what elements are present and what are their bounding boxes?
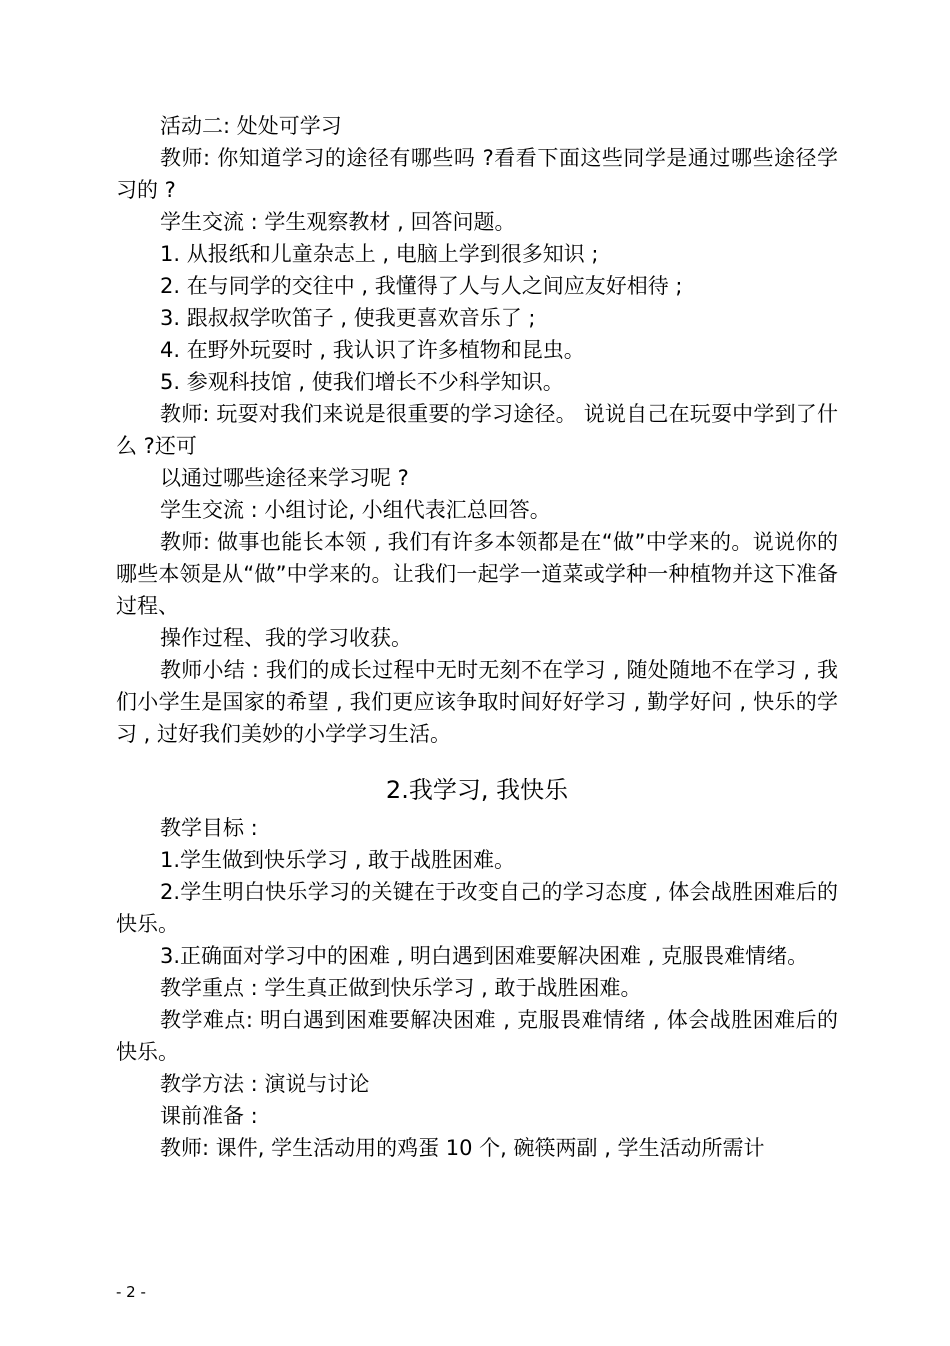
list-item: 1. 从报纸和儿童杂志上 , 电脑上学到很多知识 ; (160, 242, 599, 266)
paragraph: 教师小结 : 我们的成长过程中无时无刻不在学习 , 随处随地不在学习 , 我们小学生是国家的希望 , 我们更应该争取时间好好学习 , 勤学好问 , 快乐的学习 , 过好我们美妙的小学学习生活。 (116, 658, 838, 746)
list-item: 4. 在野外玩耍时 , 我认识了许多植物和昆虫。 (160, 338, 585, 362)
paragraph: 教师: 你知道学习的途径有哪些吗 ?看看下面这些同学是通过哪些途径学习的 ? (116, 146, 838, 202)
paragraph: 操作过程、我的学习收获。 (160, 626, 412, 650)
list-item: 3. 跟叔叔学吹笛子 , 使我更喜欢音乐了 ; (160, 306, 536, 330)
paragraph: 教师: 玩耍对我们来说是很重要的学习途径。 说说自己在玩耍中学到了什么 ?还可 (116, 402, 838, 458)
section-activity-two (116, 110, 838, 750)
list-item: 1.学生做到快乐学习 , 敢于战胜困难。 (160, 848, 516, 872)
paragraph: 活动二: 处处可学习 (160, 114, 342, 138)
paragraph: 教学方法 : 演说与讨论 (160, 1072, 370, 1096)
paragraph: 教学难点: 明白遇到困难要解决困难 , 克服畏难情绪 , 体会战胜困难后的快乐。 (116, 1008, 838, 1064)
paragraph: 学生交流 : 小组讨论, 小组代表汇总回答。 (160, 498, 551, 522)
page-number: - 2 - (116, 1283, 146, 1301)
document-body (116, 110, 838, 1164)
section-lesson-two (116, 812, 838, 1164)
list-item: 5. 参观科技馆 , 使我们增长不少科学知识。 (160, 370, 564, 394)
paragraph: 以通过哪些途径来学习呢 ? (160, 466, 409, 490)
list-item: 2. 在与同学的交往中 , 我懂得了人与人之间应友好相待 ; (160, 274, 683, 298)
paragraph: 教师: 做事也能长本领 , 我们有许多本领都是在“做”中学来的。说说你的哪些本领是从“做”中学来的。让我们一起学一道菜或学种一种植物并这下准备过程、 (116, 530, 838, 618)
list-item: 3.正确面对学习中的困难 , 明白遇到困难要解决困难 , 克服畏难情绪。 (160, 944, 809, 968)
paragraph: 教师: 课件, 学生活动用的鸡蛋 10 个, 碗筷两副 , 学生活动所需计 (160, 1136, 765, 1160)
paragraph: 教学目标 : (160, 816, 258, 840)
list-item: 2.学生明白快乐学习的关键在于改变自己的学习态度 , 体会战胜困难后的快乐。 (116, 880, 838, 936)
paragraph: 学生交流 : 学生观察教材 , 回答问题。 (160, 210, 516, 234)
section-title: 2.我学习, 我快乐 (385, 776, 569, 804)
paragraph: 课前准备 : (160, 1104, 258, 1128)
paragraph: 教学重点 : 学生真正做到快乐学习 , 敢于战胜困难。 (160, 976, 642, 1000)
